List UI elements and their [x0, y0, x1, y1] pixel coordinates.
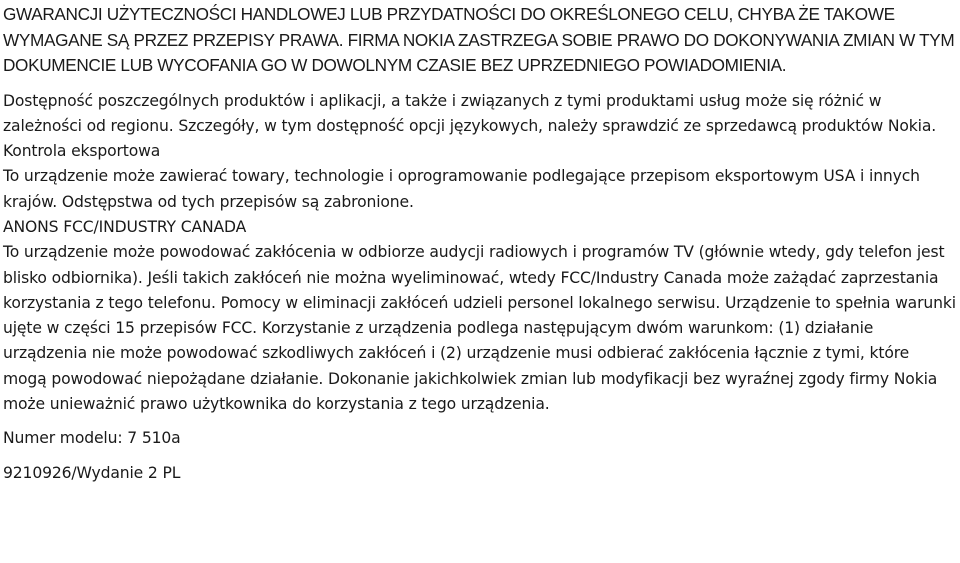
fcc-paragraph: To urządzenie może powodować zakłócenia w odbiorze audycji radiowych i programów TV (głównie wtedy, gdy telefon jest blisko odbiornika). Jeśli takich zakłóceń nie można wyeliminować, wtedy FCC/Industry Canada może zażądać zaprzestania korzystania z tego telefonu. Pomocy w eliminacji zakłóceń udzieli personel lokalnego serwisu. Urządzenie to spełnia warunki ujęte w części 15 przepisów FCC. Korzystanie z urządzenia podlega następującym dwóm warunkom: (1) działanie urządzenia nie może powodować szkodliwych zakłóceń i (2) urządzenie musi odbierać zakłócenia łącznie z tymi, które mogą powodować niepożądane działanie. Dokonanie jakichkolwiek zmian lub modyfikacji bez wyraźnej zgody firmy Nokia może unieważnić prawo użytkownika do korzystania z tego urządzenia.	[3, 243, 956, 414]
export-control-paragraph: To urządzenie może zawierać towary, technologie i oprogramowanie podlegające przepisom eksportowym USA i innych krajów. Odstępstwa od tych przepisów są zabronione.	[3, 167, 920, 211]
document-page	[3, 2, 957, 486]
availability-paragraph: Dostępność poszczególnych produktów i aplikacji, a także i związanych z tymi produktami usług może się różnić w zależności od regionu. Szczegóły, w tym dostępność opcji językowych, należy sprawdzić ze sprzedawcą produktów Nokia.	[3, 91, 937, 135]
fcc-heading: ANONS FCC/INDUSTRY CANADA	[3, 217, 247, 236]
export-control-heading: Kontrola eksportowa	[3, 142, 161, 161]
warranty-disclaimer: GWARANCJI UŻYTECZNOŚCI HANDLOWEJ LUB PRZYDATNOŚCI DO OKREŚLONEGO CELU, CHYBA ŻE TAKOWE WYMAGANE SĄ PRZEZ PRZEPISY PRAWA. FIRMA NOKIA ZASTRZEGA SOBIE PRAWO DO DOKONYWANIA ZMIAN W TYM DOKUMENCIE LUB WYCOFANIA GO W DOWOLNYM CZASIE BEZ UPRZEDNIEGO POWIADOMIENIA.	[3, 4, 955, 75]
edition-number: 9210926/Wydanie 2 PL	[3, 463, 181, 482]
model-number: Numer modelu: 7 510a	[3, 429, 181, 448]
